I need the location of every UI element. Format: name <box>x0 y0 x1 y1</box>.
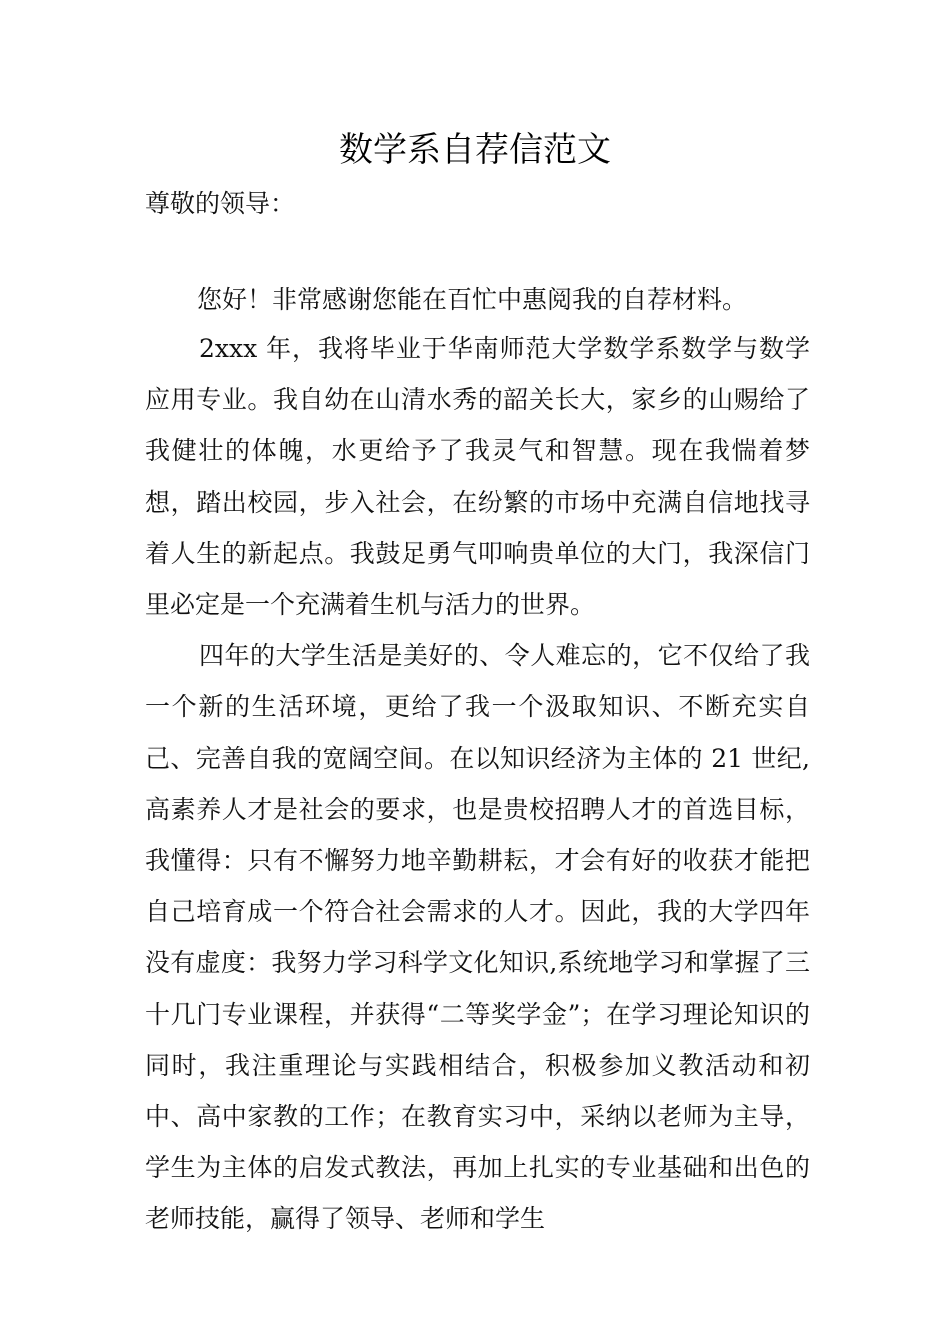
paragraph-university-life: 四年的大学生活是美好的、令人难忘的，它不仅给了我一个新的生活环境，更给了我一个汲取知识、不断充实自己、完善自我的宽阔空间。在以知识经济为主体的 21 世纪,高素养人才是社会的要求，也是贵校招聘人才的首选目标，我懂得：只有不懈努力地辛勤耕耘，才会有好的收获才能把自己培育成一个符合社会需求的人才。因此，我的大学四年没有虚度：我努力学习科学文化知识,系统地学习和掌握了三十几门专业课程，并获得“二等奖学金”；在学习理论知识的同时，我注重理论与实践相结合，积极参加义教活动和初中、高中家教的工作；在教育实习中，采纳以老师为主导，学生为主体的启发式教法，再加上扎实的专业基础和出色的老师技能，赢得了领导、老师和学生 <box>145 641 810 1234</box>
paragraph-greeting: 您好！非常感谢您能在百忙中惠阅我的自荐材料。 <box>197 285 748 314</box>
letter-body <box>145 323 810 1245</box>
salutation: 尊敬的领导： <box>145 189 296 218</box>
paragraph-introduction: 2xxx 年，我将毕业于华南师范大学数学系数学与数学应用专业。我自幼在山清水秀的韶关长大，家乡的山赐给了我健壮的体魄，水更给予了我灵气和智慧。现在我惴着梦想，踏出校园，步入社会，在纷繁的市场中充满自信地找寻着人生的新起点。我鼓足勇气叩响贵单位的大门，我深信门里必定是一个充满着生机与活力的世界。 <box>145 334 810 620</box>
document-title: 数学系自荐信范文 <box>339 130 611 170</box>
